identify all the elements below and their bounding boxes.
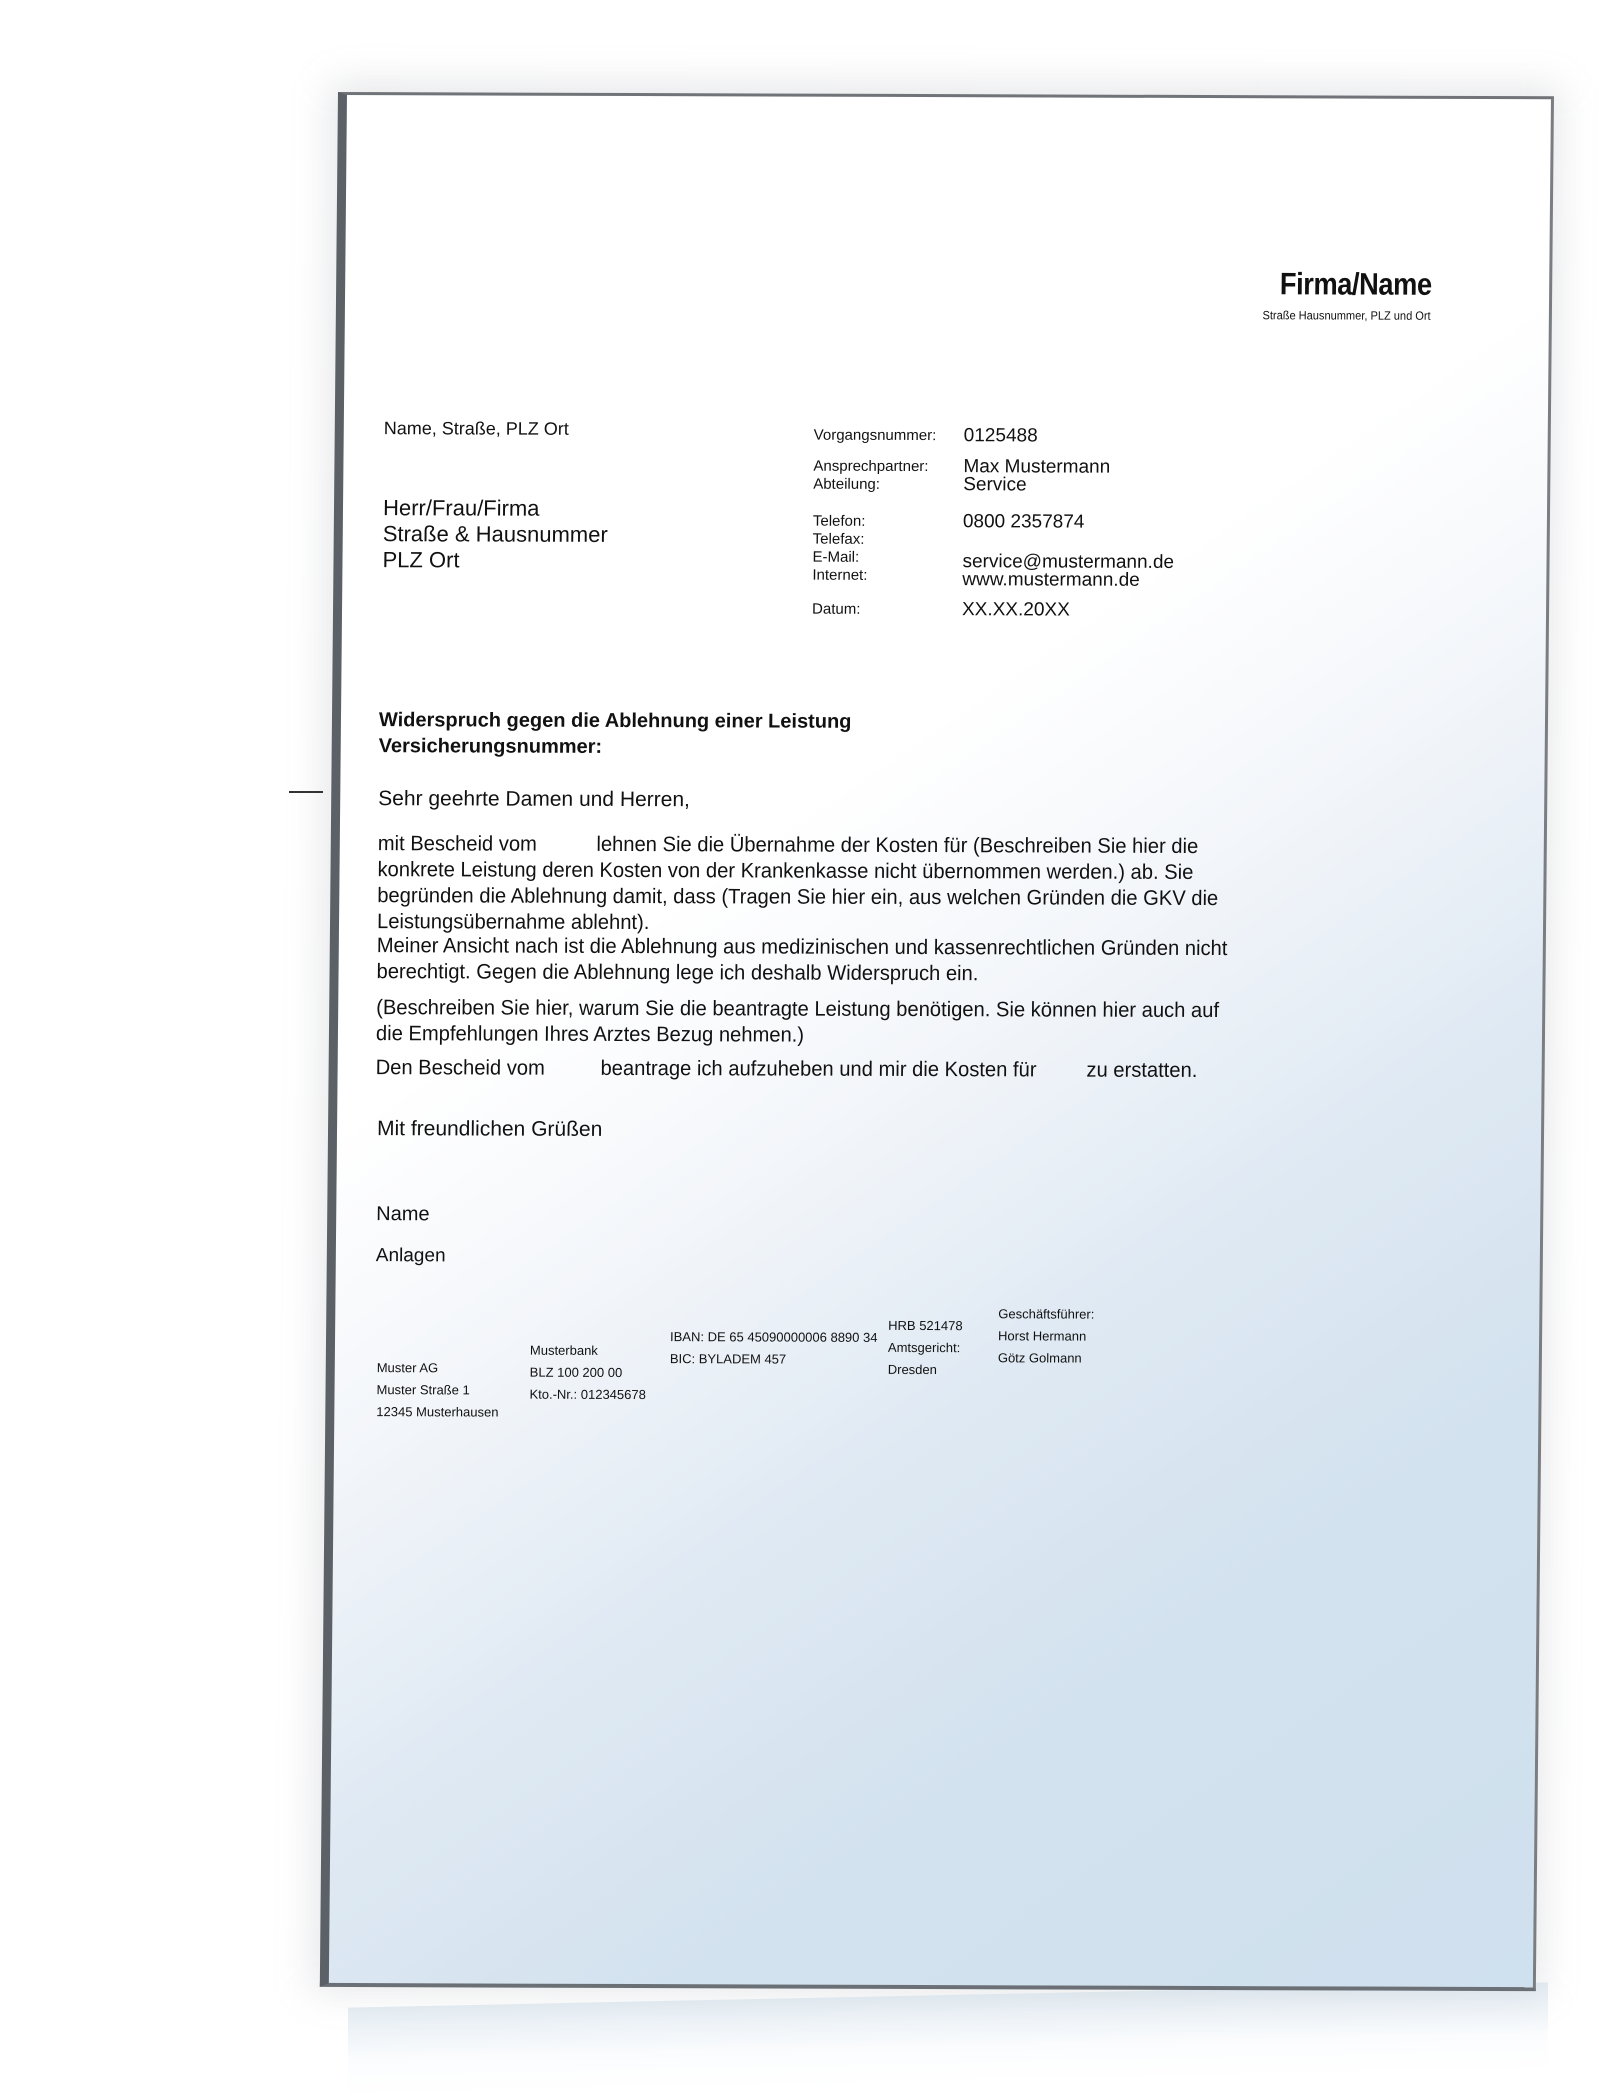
info-label: E-Mail: — [812, 548, 860, 566]
paragraph-objection — [376, 933, 1298, 988]
info-label: Telefax: — [812, 530, 865, 548]
subject-line: Versicherungsnummer: — [378, 735, 603, 758]
sender-return-address: Name, Straße, PLZ Ort — [383, 418, 569, 439]
firm-name: Firma/Name — [1279, 266, 1432, 302]
info-value: www.mustermann.de — [962, 569, 1140, 591]
recipient-line: PLZ Ort — [382, 547, 460, 573]
firm-address: Straße Hausnummer, PLZ und Ort — [1262, 308, 1431, 323]
paragraph-text: beantrage ich aufzuheben und mir die Kosten für — [600, 1056, 1037, 1082]
paragraph-text: begründen die Ablehnung damit, dass (Tragen Sie hier ein, aus welchen Gründen die GKV die — [377, 884, 1219, 911]
footer-bank — [529, 1340, 646, 1406]
closing: Mit freundlichen Grüßen — [376, 1117, 603, 1141]
page-reflection — [348, 1982, 1548, 2097]
footer-line: Götz Golmann — [997, 1350, 1082, 1366]
footer-line: HRB 521478 — [888, 1317, 963, 1334]
paragraph-text: berechtigt. Gegen die Ablehnung lege ich deshalb Widerspruch ein. — [376, 960, 979, 986]
info-label: Telefon: — [812, 512, 866, 530]
footer-line: Musterbank — [529, 1342, 598, 1358]
info-value: service@mustermann.de — [962, 551, 1175, 573]
info-label: Ansprechpartner: — [813, 457, 929, 476]
info-value: XX.XX.20XX — [961, 599, 1070, 621]
info-label: Vorgangsnummer: — [813, 426, 937, 445]
footer-line: Muster AG — [376, 1360, 439, 1376]
paragraph-rejection — [377, 831, 1300, 938]
footer-line: Horst Hermann — [998, 1328, 1087, 1344]
recipient-line: Straße & Hausnummer — [382, 521, 608, 547]
paragraph-text: zu erstatten. — [1086, 1058, 1198, 1082]
paragraph-text: lehnen Sie die Übernahme der Kosten für (Beschreiben Sie hier die — [596, 832, 1199, 858]
footer-line: Muster Straße 1 — [376, 1382, 470, 1398]
footer-line: 12345 Musterhausen — [376, 1404, 499, 1420]
letter-page — [320, 92, 1554, 1991]
paragraph-text: mit Bescheid vom — [377, 832, 538, 856]
signature-name: Name — [376, 1203, 430, 1226]
paragraph-text: die Empfehlungen Ihres Arztes Bezug nehmen.) — [375, 1022, 805, 1047]
footer-company — [376, 1357, 499, 1423]
fold-mark — [289, 791, 323, 793]
footer-iban — [670, 1326, 878, 1371]
paragraph-text: Leistungsübernahme ablehnt). — [376, 910, 650, 935]
info-value: Max Mustermann — [963, 456, 1111, 478]
footer-line: Amtsgericht: — [887, 1339, 961, 1356]
recipient-line: Herr/Frau/Firma — [382, 495, 540, 521]
info-label: Abteilung: — [813, 475, 881, 493]
footer-line: IBAN: DE 65 45090000006 8890 34 — [669, 1329, 878, 1345]
paragraph-request — [376, 1055, 1298, 1084]
footer-line: Geschäftsführer: — [998, 1306, 1095, 1322]
info-label: Internet: — [812, 566, 868, 584]
footer-register — [888, 1315, 963, 1381]
footer-line: BIC: BYLADEM 457 — [669, 1351, 787, 1367]
footer-management — [998, 1303, 1095, 1369]
info-label: Datum: — [811, 600, 861, 618]
enclosures: Anlagen — [375, 1245, 446, 1267]
paragraph-text: Den Bescheid vom — [375, 1056, 545, 1080]
paragraph-justification — [376, 995, 1298, 1050]
footer-line: BLZ 100 200 00 — [529, 1364, 623, 1380]
recipient-address — [382, 495, 608, 574]
info-value: 0125488 — [963, 425, 1038, 447]
subject-line: Widerspruch gegen die Ablehnung einer Leistung — [378, 709, 852, 733]
salutation: Sehr geehrte Damen und Herren, — [378, 787, 691, 812]
info-value: Service — [963, 474, 1027, 496]
paragraph-text: (Beschreiben Sie hier, warum Sie die beantragte Leistung benötigen. Sie können hier auch auf — [376, 996, 1220, 1023]
paragraph-text: Meiner Ansicht nach ist die Ablehnung aus medizinischen und kassenrechtlichen Gründen nicht — [376, 934, 1228, 961]
footer-line: Kto.-Nr.: 012345678 — [529, 1386, 646, 1403]
footer-line: Dresden — [887, 1361, 937, 1378]
paragraph-text: konkrete Leistung deren Kosten von der Krankenkasse nicht übernommen werden.) ab. Sie — [377, 858, 1194, 884]
info-value: 0800 2357874 — [962, 511, 1085, 533]
letter-subject — [379, 707, 852, 761]
